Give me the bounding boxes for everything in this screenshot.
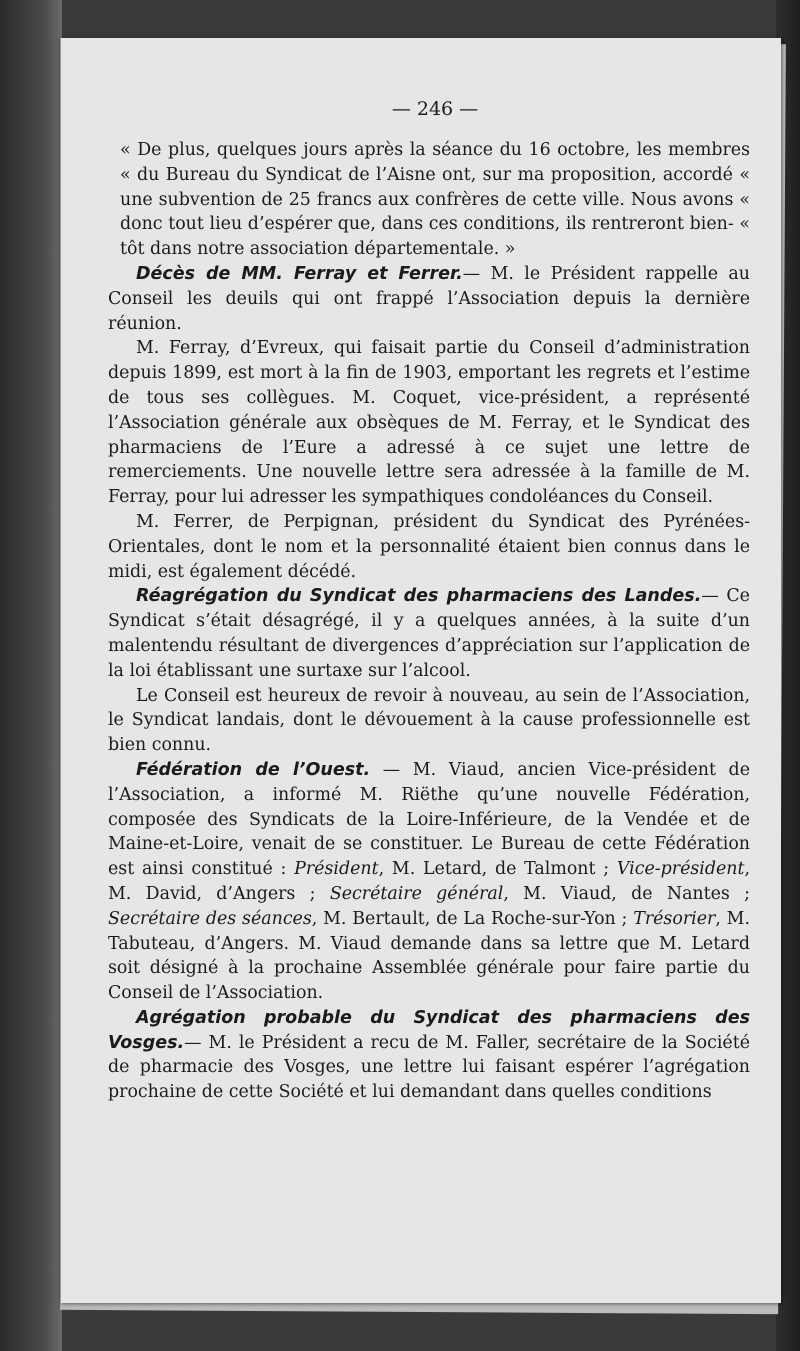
label-vice-president: Vice-président <box>616 859 745 880</box>
agregation-paragraph <box>108 1006 750 1105</box>
reagregation-heading: Réagrégation du Syndicat des pharmaciens des Landes. <box>136 586 702 607</box>
federation-heading: Fédération de l’Ouest. <box>136 759 371 780</box>
page-number: — 246 — <box>391 98 479 120</box>
federation-text-4: , M. Viaud, de Nantes ; <box>503 883 750 904</box>
federation-text-2: , M. Letard, de Talmont ; <box>378 859 617 880</box>
deces-paragraph <box>108 262 750 336</box>
label-secretaire-general: Secrétaire général <box>329 883 504 904</box>
quoted-letter-paragraph: « De plus, quelques jours après la séance du 16 octobre, les membres « du Bureau du Syndicat de l’Aisne ont, sur ma proposition, accordé « une subvention de 25 francs aux confrères de cette ville. Nous avons « donc tout lieu d’espérer que, dans ces conditions, ils rentreront bien- « tôt dans notre association départementale. » <box>120 140 750 260</box>
label-president: Président <box>294 859 379 880</box>
ferrer-paragraph: M. Ferrer, de Perpignan, président du Syndicat des Pyrénées-Orientales, dont le nom et la personnalité étaient bien connus dans le midi, est également décédé. <box>108 511 750 582</box>
reagregation-paragraph <box>108 584 750 683</box>
federation-text-3: , M. David, d’Angers ; <box>108 859 750 904</box>
federation-text-5: , M. Bertault, de La Roche-sur-Yon ; <box>311 908 634 929</box>
deces-heading: Décès de MM. Ferray et Ferrer. <box>136 263 463 284</box>
agregation-text: — M. le Président a recu de M. Faller, secrétaire de la Société de pharmacie des Vosges, une lettre lui faisant espérer l’agrégation prochaine de cette Société et lui demandant dans quelles conditions <box>108 1032 750 1103</box>
scan-backdrop-left <box>0 0 62 1351</box>
federation-text-1: — M. Viaud, ancien Vice-président de l’Association, a informé M. Riëthe qu’une nouvelle Fédération, composée des Syndicats de la Loire-Inférieure, de la Vendée et de Maine-et-Loire, venait de se constituer. Le Bureau de cette Fédération est ainsi constitué : <box>108 759 750 880</box>
conseil-paragraph: Le Conseil est heureux de revoir à nouveau, au sein de l’Association, le Syndicat landais, dont le dévouement à la cause professionnelle est bien connu. <box>108 685 750 756</box>
federation-text-6: , M. Tabuteau, d’Angers. M. Viaud demande dans sa lettre que M. Letard soit désigné à la prochaine Assemblée générale pour faire partie du Conseil de l’Association. <box>108 908 750 1004</box>
federation-paragraph <box>108 758 750 1006</box>
page-content <box>108 98 750 1105</box>
deces-text: — M. le Président rappelle au Conseil les deuils qui ont frappé l’Association depuis la dernière réunion. <box>108 263 750 334</box>
label-secretaire-seances: Secrétaire des séances <box>108 908 312 929</box>
agregation-heading: Agrégation probable du Syndicat des pharmaciens des Vosges. <box>108 1007 750 1053</box>
reagregation-text: — Ce Syndicat s’était désagrégé, il y a quelques années, à la suite d’un malentendu résultant de divergences d’appréciation sur l’application de la loi établissant une surtaxe sur l’alcool. <box>108 586 750 681</box>
label-tresorier: Trésorier <box>633 908 716 929</box>
ferray-paragraph: M. Ferray, d’Evreux, qui faisait partie du Conseil d’administration depuis 1899, est mort à la fin de 1903, emportant les regrets et l’estime de tous ses collègues. M. Coquet, vice-président, a représenté l’Association générale aux obsèques de M. Ferray, et le Syndicat des pharmaciens de l’Eure a adressé à ce sujet une lettre de remerciements. Une nouvelle lettre sera adressée à la famille de M. Ferray, pour lui adresser les sympathiques condoléances du Conseil. <box>108 338 750 508</box>
